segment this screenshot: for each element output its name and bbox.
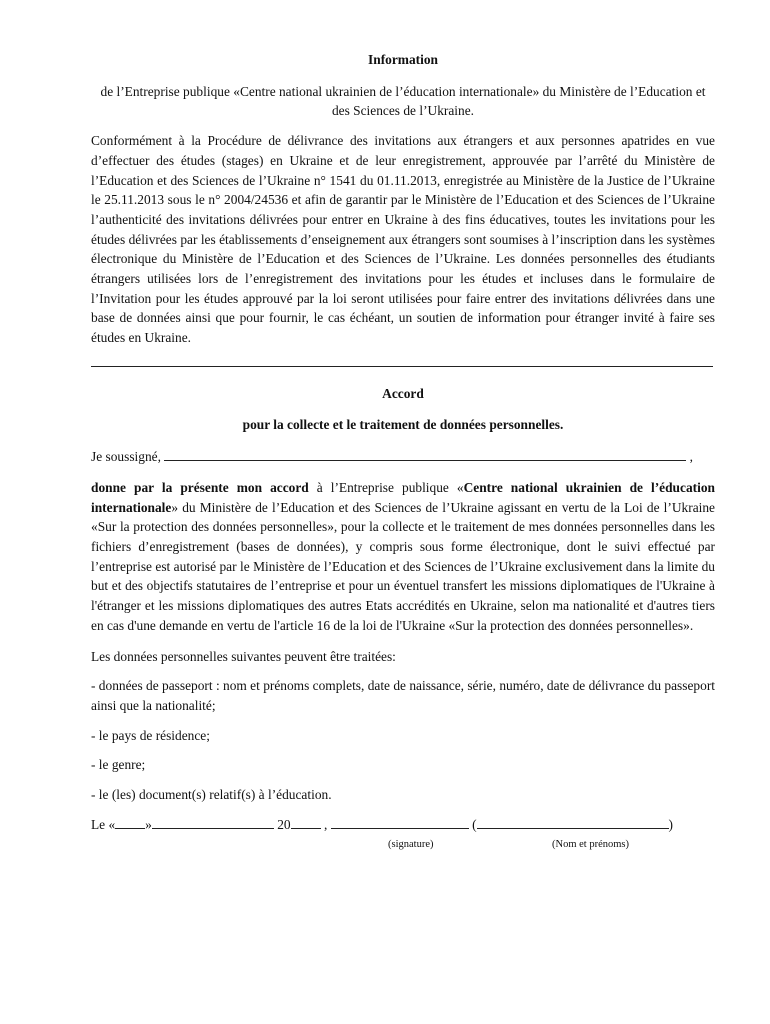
section-divider bbox=[91, 366, 713, 367]
list-item: - le genre; bbox=[91, 757, 146, 773]
caption-name: (Nom et prénoms) bbox=[552, 838, 629, 850]
sig-year: 20 bbox=[277, 816, 291, 832]
sig-close-paren: ) bbox=[668, 816, 673, 832]
caption-signature: (signature) bbox=[388, 838, 434, 850]
info-subtitle: de l’Entreprise publique «Centre national ukrainien de l’éducation internationale» du Ministère de l’Education et des Sciences de l’Ukraine. bbox=[100, 83, 706, 119]
list-item: - le pays de résidence; bbox=[91, 727, 210, 743]
full-name-field[interactable] bbox=[477, 815, 669, 829]
consent-bold-1: donne par la présente mon accord bbox=[91, 479, 309, 495]
year-field[interactable] bbox=[291, 815, 321, 829]
consent-bold-2: Centre national ukrainien de l’éducation internationale bbox=[91, 479, 715, 515]
info-title: Information bbox=[368, 52, 438, 67]
signature-captions bbox=[91, 835, 715, 849]
signature-field[interactable] bbox=[331, 815, 469, 829]
sig-open-paren: ( bbox=[472, 816, 477, 832]
list-item: - données de passeport : nom et prénoms complets, date de naissance, série, numéro, date de délivrance du passeport ainsi que la nationalité; bbox=[91, 678, 715, 713]
document-page bbox=[91, 50, 715, 849]
sig-close-quote: » bbox=[145, 816, 152, 832]
list-intro: Les données personnelles suivantes peuvent être traitées: bbox=[91, 648, 396, 664]
signature-row bbox=[91, 815, 715, 835]
undersigned-row bbox=[91, 447, 715, 467]
consent-text-2: » du Ministère de l’Education et des Sciences de l’Ukraine agissant en vertu de la Loi de l’Ukraine «Sur la protection des données personnelles», pour la collecte et le traitement de mes données personnelles dans les fichiers d’enregistrement (bases de données), y compris sous forme électronique, dont le suivi effectué par l’entreprise est autorisé par le Ministère de l’Education et des Sciences de l’Ukraine exclusivement dans la limite du but et des objectifs statutaires de l’entreprise et pour un éventuel transfert les missions diplomatiques de l'Ukraine à l'étranger et les missions diplomatiques des autres Etats accrédités en Ukraine, selon ma nationalité et d'autres tiers en cas d'une demande en vertu de l'article 16 de la loi de l'Ukraine «Sur la protection des données personnelles». bbox=[91, 499, 715, 633]
undersigned-name-field[interactable] bbox=[164, 447, 686, 461]
accord-subtitle: pour la collecte et le traitement de données personnelles. bbox=[242, 416, 564, 432]
consent-text-1: à l’Entreprise publique « bbox=[308, 479, 464, 495]
sig-comma: , bbox=[323, 816, 328, 832]
undersigned-end: , bbox=[689, 449, 694, 465]
info-body: Conformément à la Procédure de délivrance des invitations aux étrangers et aux personnes apatrides en vue d’effectuer des études (stages) en Ukraine et de leur enregistrement, approuvée par l’arrêté du Ministère de l’Education et des Sciences de l’Ukraine n° 1541 du 01.11.2013, enregistrée au Ministère de la Justice de l’Ukraine le 25.11.2013 sous le n° 2004/24536 et afin de garantir par le Ministère de l’Education et des Sciences de l’Ukraine l’authenticité des invitations délivrées pour entrer en Ukraine à des fins éducatives, toutes les invitations pour les études délivrées par les établissements d’enseignement aux étrangers sont soumises à l’inscription dans les systèmes électronique du Ministère de l’Education et des Sciences de l’Ukraine. Les données personnelles des étudiants étrangers utilisées lors de l’enregistrement des invitations pour les études et incluses dans le formulaire de l’Invitation pour les études approuvé par la loi seront utilisées pour faire entrer des invitations délivrées dans une base de données ainsi que pour fournir, le cas échéant, un soutien de information pour étranger invité à faire ses études en Ukraine. bbox=[91, 133, 715, 346]
month-field[interactable] bbox=[152, 815, 274, 829]
day-field[interactable] bbox=[115, 815, 145, 829]
sig-le: Le « bbox=[91, 816, 116, 832]
accord-title: Accord bbox=[382, 385, 424, 401]
undersigned-label: Je soussigné, bbox=[91, 449, 161, 465]
list-item: - le (les) document(s) relatif(s) à l’éducation. bbox=[91, 787, 332, 803]
consent-paragraph bbox=[91, 478, 715, 636]
